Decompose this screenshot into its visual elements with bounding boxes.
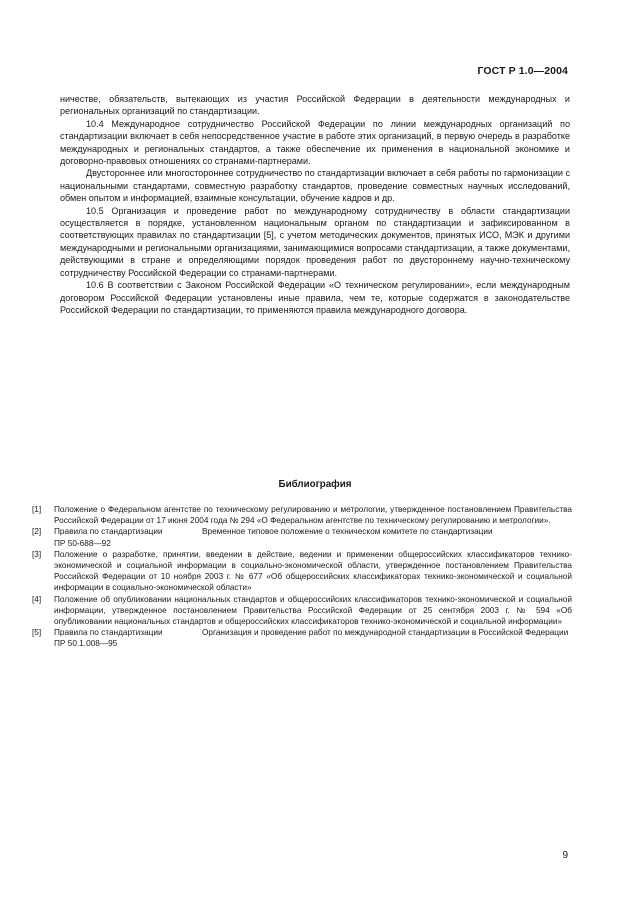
bibliography-number: [5] [32,628,42,638]
bibliography-text: Организация и проведение работ по международной стандартизации в Российской Федерации [202,628,569,638]
bibliography-doc-code: ПР 50.1.008—95 [54,639,118,649]
bibliography-doc-type: Правила по стандартизации [54,628,163,638]
document-code: ГОСТ Р 1.0—2004 [477,65,568,77]
bibliography-doc-code: ПР 50-688—92 [54,538,111,548]
paragraph-continuation: ничестве, обязательств, вытекающих из участия Российской Федерации в деятельности международных и региональных организаций по стандартизации. [60,94,570,117]
page-number: 9 [562,850,568,861]
bibliography-doc-type: Правила по стандартизации [54,527,163,537]
bibliography-text: Временное типовое положение о техническом комитете по стандартизации [202,527,493,537]
bibliography-text: Положение о разработке, принятии, введении в действие, ведении и применении общероссийских классификаторов технико-экономической и социальной информации в социально-экономической области, утвержденное постановлением Правительства Российской Федерации от 10 ноября 2003 г. № 677 «Об общероссийских классификаторах технико-экономической и социальной информации в социально-экономической области» [54,549,572,593]
main-text [60,93,570,316]
bibliography-number: [2] [32,527,42,537]
bibliography-number: [3] [32,549,42,559]
bibliography-item [32,526,572,548]
bibliography-item [32,504,572,526]
bibliography-list [32,504,572,650]
paragraph-10-4: 10.4 Международное сотрудничество Российской Федерации по линии международных организаций по стандартизации включает в себя непосредственное участие в работе этих организаций, в первую очередь в разработке международных и региональных стандартов, а также обеспечение их применения в национальной экономике и договорно-правовых отношениях со странами-партнерами. [60,118,570,167]
bibliography-item [32,594,572,628]
paragraph-bilateral: Двустороннее или многостороннее сотрудничество по стандартизации включает в себя работы по гармонизации с национальными стандартами, совместную разработку стандартов, проведение совместных научных исследований, обмен опытом и информацией, взаимные консультации, обучение кадров и др. [60,168,570,204]
bibliography-item [32,549,572,594]
paragraph-10-5: 10.5 Организация и проведение работ по международному сотрудничеству в области стандартизации осуществляется в порядке, установленном национальным органом по стандартизации и зафиксированном в соответствующих правилах по стандартизации [5], с учетом методических документов, принятых ИСО, МЭК и другими международными и региональными организациями, занимающимися вопросами стандартизации, а также документами, действующими в стране и определяющими порядок проведения работ по двустороннему научно-техническому сотрудничеству Российской Федерации со странами-партнерами. [60,205,570,278]
bibliography-text: Положение о Федеральном агентстве по техническому регулированию и метрологии, утвержденное постановлением Правительства Российской Федерации от 17 июня 2004 года № 294 «О Федеральном агентстве по техническому регулированию и метрологии». [54,505,572,526]
bibliography-number: [1] [32,505,42,514]
bibliography-item [32,627,572,649]
paragraph-10-6: 10.6 В соответствии с Законом Российской Федерации «О техническом регулировании», если международным договором Российской Федерации установлены иные правила, чем те, которые содержатся в законодательстве Российской Федерации по стандартизации, то применяются правила международного договора. [60,280,570,315]
bibliography-title: Библиография [278,479,352,490]
bibliography-number: [4] [32,594,42,604]
bibliography-text: Положение об опубликовании национальных стандартов и общероссийских классификаторов технико-экономической и социальной информации, утвержденное постановлением Правительства Российской Федерации от 25 сентября 2003 г. № 594 «Об опубликовании национальных стандартов и общероссийских классификаторов технико-экономической и социальной информации» [54,594,572,627]
